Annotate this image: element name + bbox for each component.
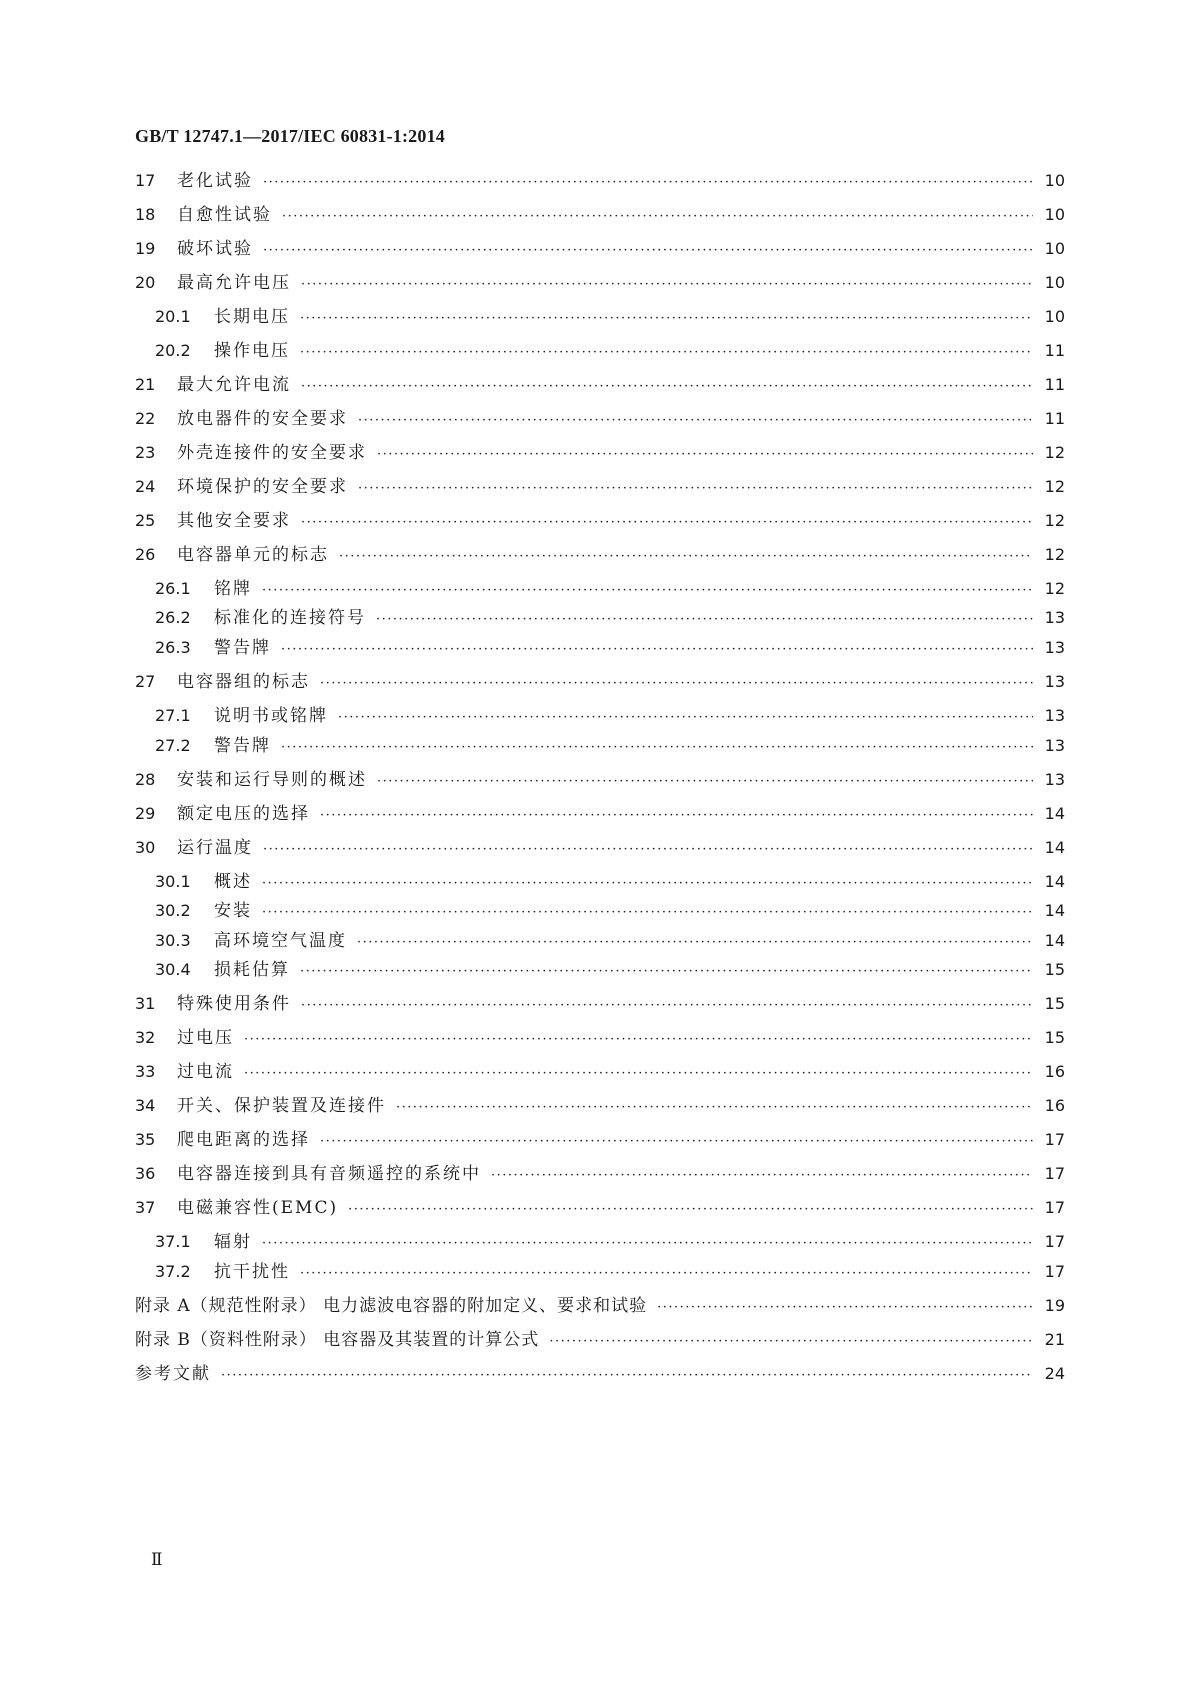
toc-subentry[interactable] xyxy=(155,869,1065,895)
toc-leader-dots xyxy=(348,1197,1033,1223)
toc-entry-title: 开关、保护装置及连接件 xyxy=(177,1096,386,1116)
toc-entry-title: 其他安全要求 xyxy=(177,511,291,531)
toc-leader-dots xyxy=(320,803,1033,829)
toc-entry-number: 17 xyxy=(135,171,156,190)
toc-subentry[interactable] xyxy=(155,733,1065,759)
toc-entry-page: 15 xyxy=(1044,994,1065,1013)
toc-entry-page: 17 xyxy=(1044,1232,1065,1251)
toc-subentry[interactable] xyxy=(155,898,1065,924)
toc-entry-page: 10 xyxy=(1044,171,1065,190)
toc-entry-page: 13 xyxy=(1044,770,1065,789)
toc-entry-number: 30.1 xyxy=(155,872,191,891)
toc-entry-title: 外壳连接件的安全要求 xyxy=(177,443,367,463)
toc-entry-page: 17 xyxy=(1044,1262,1065,1281)
toc-leader-dots xyxy=(377,769,1033,795)
toc-entry[interactable] xyxy=(135,1025,1065,1051)
toc-entry[interactable] xyxy=(135,508,1065,534)
toc-entry-page: 11 xyxy=(1044,375,1065,394)
toc-entry-number: 21 xyxy=(135,375,156,394)
toc-subentry[interactable] xyxy=(155,338,1065,364)
toc-entry-page: 12 xyxy=(1044,443,1065,462)
toc-entry-page: 10 xyxy=(1044,307,1065,326)
toc-entry[interactable] xyxy=(135,236,1065,262)
toc-leader-dots xyxy=(549,1329,1033,1355)
toc-entry-title: 老化试验 xyxy=(177,171,253,191)
toc-entry-number: 26 xyxy=(135,545,156,564)
toc-entry-page: 19 xyxy=(1044,1296,1065,1315)
toc-entry-title: 过电流 xyxy=(177,1062,234,1082)
toc-leader-dots xyxy=(376,607,1033,633)
toc-leader-dots xyxy=(263,170,1033,196)
toc-leader-dots xyxy=(300,1261,1033,1287)
toc-entry-page: 12 xyxy=(1044,579,1065,598)
toc-entry-number: 28 xyxy=(135,770,156,789)
toc-entry-number: 33 xyxy=(135,1062,156,1081)
toc-leader-dots xyxy=(244,1027,1033,1053)
toc-entry[interactable] xyxy=(135,1161,1065,1187)
toc-entry[interactable] xyxy=(135,1059,1065,1085)
toc-entry-number: 26.2 xyxy=(155,608,191,627)
toc-entry-title: 环境保护的安全要求 xyxy=(177,477,348,497)
toc-entry-number: 32 xyxy=(135,1028,156,1047)
toc-leader-dots xyxy=(338,705,1033,731)
toc-entry-title: 高环境空气温度 xyxy=(214,931,347,951)
toc-leader-dots xyxy=(263,837,1033,863)
toc-leader-dots xyxy=(281,735,1033,761)
toc-entry-page: 16 xyxy=(1044,1062,1065,1081)
toc-entry-number: 30.2 xyxy=(155,901,191,920)
toc-entry[interactable] xyxy=(135,1093,1065,1119)
toc-entry-title: 电容器组的标志 xyxy=(177,672,310,692)
toc-leader-dots xyxy=(358,408,1033,434)
toc-entry-number: 27 xyxy=(135,672,156,691)
toc-entry-page: 10 xyxy=(1044,273,1065,292)
toc-entry-page: 17 xyxy=(1044,1130,1065,1149)
toc-subentry[interactable] xyxy=(155,957,1065,983)
toc-entry-title: 警告牌 xyxy=(214,638,271,658)
toc-entry-page: 12 xyxy=(1044,511,1065,530)
toc-entry-number: 31 xyxy=(135,994,156,1013)
toc-entry-page: 21 xyxy=(1044,1330,1065,1349)
toc-leader-dots xyxy=(262,578,1033,604)
toc-leader-dots xyxy=(244,1061,1033,1087)
toc-leader-dots xyxy=(262,1231,1033,1257)
toc-entry-number: 27.1 xyxy=(155,706,191,725)
toc-entry-page: 17 xyxy=(1044,1164,1065,1183)
toc-entry-title: 损耗估算 xyxy=(214,960,290,980)
toc-entry-page: 14 xyxy=(1044,872,1065,891)
toc-leader-dots xyxy=(281,637,1033,663)
toc-leader-dots xyxy=(282,204,1033,230)
toc-entry-page: 10 xyxy=(1044,205,1065,224)
toc-entry-title: 运行温度 xyxy=(177,838,253,858)
toc-entry-page: 14 xyxy=(1044,838,1065,857)
toc-leader-dots xyxy=(358,476,1033,502)
toc-subentry[interactable] xyxy=(155,304,1065,330)
toc-leader-dots xyxy=(301,993,1033,1019)
toc-entry-number: 25 xyxy=(135,511,156,530)
toc-entry[interactable] xyxy=(135,270,1065,296)
page-number: Ⅱ xyxy=(151,1550,163,1569)
toc-entry-number: 37 xyxy=(135,1198,156,1217)
toc-entry-title: 特殊使用条件 xyxy=(177,994,291,1014)
toc-entry-page: 17 xyxy=(1044,1198,1065,1217)
toc-entry-title: 操作电压 xyxy=(214,341,290,361)
toc-leader-dots xyxy=(396,1095,1033,1121)
toc-entry[interactable] xyxy=(135,767,1065,793)
toc-entry-page: 13 xyxy=(1044,672,1065,691)
toc-subentry[interactable] xyxy=(155,635,1065,661)
toc-entry[interactable] xyxy=(135,1127,1065,1153)
toc-entry-page: 12 xyxy=(1044,477,1065,496)
toc-entry-number: 20.2 xyxy=(155,341,191,360)
toc-leader-dots xyxy=(357,930,1033,956)
toc-entry-number: 22 xyxy=(135,409,156,428)
toc-leader-dots xyxy=(262,871,1033,897)
toc-appendix-entry[interactable] xyxy=(135,1293,1065,1319)
toc-entry-title: 铭牌 xyxy=(214,579,252,599)
standard-code: GB/T 12747.1—2017/IEC 60831-1:2014 xyxy=(135,126,445,146)
toc-entry-number: 30.3 xyxy=(155,931,191,950)
toc-entry-number: 19 xyxy=(135,239,156,258)
toc-entry-title: 电容器单元的标志 xyxy=(177,545,329,565)
toc-leader-dots xyxy=(320,1129,1033,1155)
toc-entry-number: 26.3 xyxy=(155,638,191,657)
toc-entry-number: 34 xyxy=(135,1096,156,1115)
page-header xyxy=(135,126,445,147)
toc-leader-dots xyxy=(301,272,1033,298)
toc-entry-number: 20.1 xyxy=(155,307,191,326)
toc-bibliography-entry[interactable] xyxy=(135,1361,1065,1387)
toc-leader-dots xyxy=(301,510,1033,536)
toc-entry-page: 13 xyxy=(1044,638,1065,657)
toc-entry[interactable] xyxy=(135,801,1065,827)
toc-leader-dots xyxy=(262,900,1033,926)
toc-entry-title: 放电器件的安全要求 xyxy=(177,409,348,429)
toc-leader-dots xyxy=(377,442,1033,468)
toc-entry-title: 最高允许电压 xyxy=(177,273,291,293)
toc-entry[interactable] xyxy=(135,991,1065,1017)
toc-entry-page: 15 xyxy=(1044,960,1065,979)
toc-entry-title: 电容器连接到具有音频遥控的系统中 xyxy=(177,1164,481,1184)
toc-leader-dots xyxy=(339,544,1033,570)
toc-entry[interactable] xyxy=(135,1195,1065,1221)
toc-leader-dots xyxy=(300,306,1033,332)
toc-entry-number: 23 xyxy=(135,443,156,462)
toc-entry[interactable] xyxy=(135,168,1065,194)
toc-entry-page: 16 xyxy=(1044,1096,1065,1115)
toc-leader-dots xyxy=(301,374,1033,400)
toc-entry-number: 30 xyxy=(135,838,156,857)
toc-entry[interactable] xyxy=(135,372,1065,398)
toc-entry-page: 15 xyxy=(1044,1028,1065,1047)
toc-leader-dots xyxy=(300,340,1033,366)
toc-entry-number: 26.1 xyxy=(155,579,191,598)
toc-entry-title: 爬电距离的选择 xyxy=(177,1130,310,1150)
toc-entry-number: 37.2 xyxy=(155,1262,191,1281)
toc-leader-dots xyxy=(320,671,1033,697)
toc-entry-page: 14 xyxy=(1044,804,1065,823)
toc-entry-title: 概述 xyxy=(214,872,252,892)
toc-entry-number: 29 xyxy=(135,804,156,823)
toc-subentry[interactable] xyxy=(155,576,1065,602)
toc-entry-title: 额定电压的选择 xyxy=(177,804,310,824)
toc-entry-title: 过电压 xyxy=(177,1028,234,1048)
toc-entry[interactable] xyxy=(135,440,1065,466)
toc-subentry[interactable] xyxy=(155,928,1065,954)
toc-entry-number: 35 xyxy=(135,1130,156,1149)
toc-entry-title: 安装和运行导则的概述 xyxy=(177,770,367,790)
toc-entry[interactable] xyxy=(135,542,1065,568)
toc-entry-page: 24 xyxy=(1044,1364,1065,1383)
toc-entry-title: 破坏试验 xyxy=(177,239,253,259)
toc-entry-title: 辐射 xyxy=(214,1232,252,1252)
toc-subentry[interactable] xyxy=(155,703,1065,729)
toc-entry-title: 长期电压 xyxy=(214,307,290,327)
toc-entry-title: 安装 xyxy=(214,901,252,921)
toc-entry-page: 13 xyxy=(1044,608,1065,627)
toc-entry-title: 抗干扰性 xyxy=(214,1262,290,1282)
toc-subentry[interactable] xyxy=(155,1259,1065,1285)
toc-entry-page: 13 xyxy=(1044,736,1065,755)
toc-entry-title: 附录 A（规范性附录） 电力滤波电容器的附加定义、要求和试验 xyxy=(135,1296,648,1316)
toc-entry-number: 20 xyxy=(135,273,156,292)
toc-entry-number: 18 xyxy=(135,205,156,224)
toc-entry[interactable] xyxy=(135,406,1065,432)
toc-entry-page: 14 xyxy=(1044,901,1065,920)
toc-entry-title: 附录 B（资料性附录） 电容器及其装置的计算公式 xyxy=(135,1330,540,1350)
toc-entry-number: 30.4 xyxy=(155,960,191,979)
toc-entry-title: 警告牌 xyxy=(214,736,271,756)
toc-entry-page: 11 xyxy=(1044,341,1065,360)
toc-leader-dots xyxy=(657,1295,1033,1321)
toc-entry[interactable] xyxy=(135,669,1065,695)
toc-leader-dots xyxy=(221,1363,1033,1389)
toc-entry[interactable] xyxy=(135,202,1065,228)
toc-entry[interactable] xyxy=(135,835,1065,861)
toc-subentry[interactable] xyxy=(155,1229,1065,1255)
toc-entry[interactable] xyxy=(135,474,1065,500)
toc-entry-title: 电磁兼容性(EMC) xyxy=(177,1198,339,1218)
toc-entry-page: 10 xyxy=(1044,239,1065,258)
toc-entry-number: 27.2 xyxy=(155,736,191,755)
toc-entry-page: 11 xyxy=(1044,409,1065,428)
toc-leader-dots xyxy=(263,238,1033,264)
toc-entry-number: 36 xyxy=(135,1164,156,1183)
toc-subentry[interactable] xyxy=(155,605,1065,631)
toc-entry-title: 说明书或铭牌 xyxy=(214,706,328,726)
toc-entry-page: 12 xyxy=(1044,545,1065,564)
toc-appendix-entry[interactable] xyxy=(135,1327,1065,1353)
toc-entry-title: 参考文献 xyxy=(135,1364,211,1384)
toc-entry-title: 最大允许电流 xyxy=(177,375,291,395)
toc-entry-number: 37.1 xyxy=(155,1232,191,1251)
toc-entry-number: 24 xyxy=(135,477,156,496)
toc-leader-dots xyxy=(491,1163,1033,1189)
toc-leader-dots xyxy=(300,959,1033,985)
toc-entry-page: 14 xyxy=(1044,931,1065,950)
toc-entry-page: 13 xyxy=(1044,706,1065,725)
toc-entry-title: 自愈性试验 xyxy=(177,205,272,225)
toc-entry-title: 标准化的连接符号 xyxy=(214,608,366,628)
